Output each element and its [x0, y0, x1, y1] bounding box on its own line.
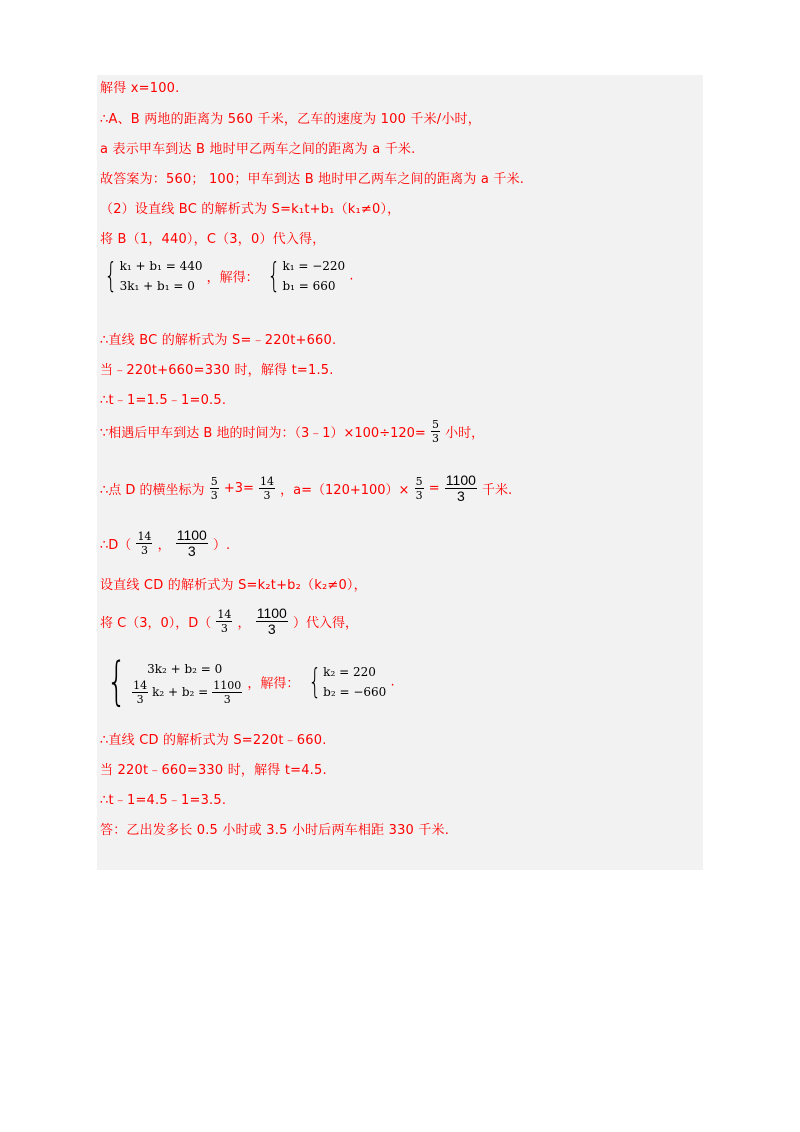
fraction-numerator: 5 [210, 475, 218, 488]
fraction-1100-3 [445, 473, 477, 504]
text-line-1: 解得 x=100. [100, 81, 180, 96]
fraction-numerator: 5 [415, 475, 423, 488]
fraction-denominator: 3 [456, 488, 465, 504]
line-12-pre: ∴点 D 的横坐标为 [100, 483, 205, 498]
text-line-6: 将 B（1，440），C（3，0）代入得， [100, 232, 326, 247]
system-1-equations [100, 256, 203, 296]
line-12-mid-3: = [428, 481, 440, 496]
text-line-18: ∴直线 CD 的解析式为 S=220t﹣660. [100, 733, 327, 748]
text-line-20: ∴t﹣1=4.5﹣1=3.5. [100, 793, 227, 808]
left-brace: { [106, 652, 127, 712]
text-line-5: （2）设直线 BC 的解析式为 S=k₁t+b₁（k₁≠0）， [100, 202, 401, 217]
fraction-denominator: 3 [267, 621, 276, 637]
line-12-post: 千米. [482, 483, 513, 498]
equation-system-1 [100, 256, 353, 296]
line-13-sep: ， [157, 538, 171, 553]
text-line-16 [100, 606, 358, 637]
fraction-14-3 [259, 475, 275, 502]
system-2-end: . [390, 674, 395, 690]
fraction-denominator: 3 [136, 692, 144, 706]
fraction-5-3 [210, 475, 219, 502]
text-line-19: 当 220t﹣660=330 时，解得 t=4.5. [100, 763, 327, 778]
system-1-eq-2: 3k₁ + b₁ = 0 [119, 279, 195, 293]
system-1-solve-label: ，解得： [206, 270, 259, 286]
line-11-post: 小时， [445, 426, 485, 441]
system-2-solve-label: ，解得： [247, 676, 300, 692]
line-16-pre: 将 C（3，0），D（ [100, 616, 212, 631]
text-line-3: a 表示甲车到达 B 地时甲乙两车之间的距离为 a 千米. [100, 142, 416, 157]
system-2-sol-1: k₂ = 220 [323, 665, 376, 679]
equation-system-2 [100, 652, 395, 712]
system-1-solution [263, 256, 345, 296]
system-1-end: . [349, 268, 354, 284]
line-16-sep: ， [237, 616, 251, 631]
system-2-eq-2 [131, 679, 243, 706]
fraction-denominator: 3 [187, 543, 196, 559]
system-2-solution [304, 662, 387, 702]
fraction-numerator: 1100 [176, 527, 207, 543]
system-1-sol-2: b₁ = 660 [282, 279, 336, 293]
line-16-post: ）代入得， [292, 616, 358, 631]
fraction-numerator: 5 [431, 418, 439, 431]
fraction-numerator: 14 [260, 475, 275, 488]
system-2-eq-2-mid: k₂ + b₂ = [152, 685, 209, 699]
system-2-equations [100, 652, 243, 712]
text-line-15: 设直线 CD 的解析式为 S=k₂t+b₂（k₂≠0）， [100, 578, 367, 593]
line-11-pre: ∵相遇后甲车到达 B 地的时间为：（3﹣1）×100÷120= [100, 426, 426, 441]
text-line-13 [100, 528, 230, 559]
fraction-numerator: 1100 [256, 605, 287, 621]
fraction-numerator: 1100 [213, 678, 242, 692]
line-12-mid-1: +3= [223, 481, 254, 496]
system-2-eq-1: 3k₂ + b₂ = 0 [147, 661, 223, 676]
fraction-1100-3 [176, 528, 208, 559]
text-line-9: 当﹣220t+660=330 时，解得 t=1.5. [100, 363, 334, 378]
fraction-5-3 [431, 418, 440, 445]
fraction-1100-3 [256, 606, 288, 637]
fraction-14-3 [216, 608, 232, 635]
system-1-sol-1: k₁ = −220 [282, 259, 346, 273]
fraction-denominator: 3 [223, 692, 231, 706]
left-brace: { [104, 256, 118, 296]
line-13-post: ）. [212, 538, 231, 553]
fraction-denominator: 3 [210, 489, 218, 502]
system-2-sol-2: b₂ = −660 [323, 685, 387, 699]
system-1-eq-1: k₁ + b₁ = 440 [119, 259, 203, 273]
fraction-denominator: 3 [415, 489, 423, 502]
fraction-denominator: 3 [431, 432, 439, 445]
text-line-4: 故答案为：560； 100；甲车到达 B 地时甲乙两车之间的距离为 a 千米. [100, 172, 525, 187]
text-line-8: ∴直线 BC 的解析式为 S=﹣220t+660. [100, 333, 337, 348]
fraction-numerator: 1100 [445, 472, 476, 488]
fraction-14-3 [136, 530, 152, 557]
fraction-denominator: 3 [220, 622, 228, 635]
fraction-numerator: 14 [217, 608, 232, 621]
line-12-mid-2: ，a=（120+100）× [280, 483, 410, 498]
left-brace: { [307, 662, 321, 702]
text-line-11 [100, 418, 484, 445]
fraction-numerator: 14 [133, 678, 148, 692]
text-line-21: 答：乙出发多长 0.5 小时或 3.5 小时后两车相距 330 千米. [100, 823, 450, 838]
text-line-10: ∴t﹣1=1.5﹣1=0.5. [100, 393, 227, 408]
fraction-denominator: 3 [140, 544, 148, 557]
fraction-5-3 [415, 475, 424, 502]
left-brace: { [267, 256, 281, 296]
fraction-denominator: 3 [263, 489, 271, 502]
text-line-12 [100, 473, 512, 504]
fraction-numerator: 14 [137, 530, 152, 543]
line-13-pre: ∴D（ [100, 538, 132, 553]
text-line-2: ∴A、B 两地的距离为 560 千米，乙车的速度为 100 千米/小时， [100, 112, 481, 127]
